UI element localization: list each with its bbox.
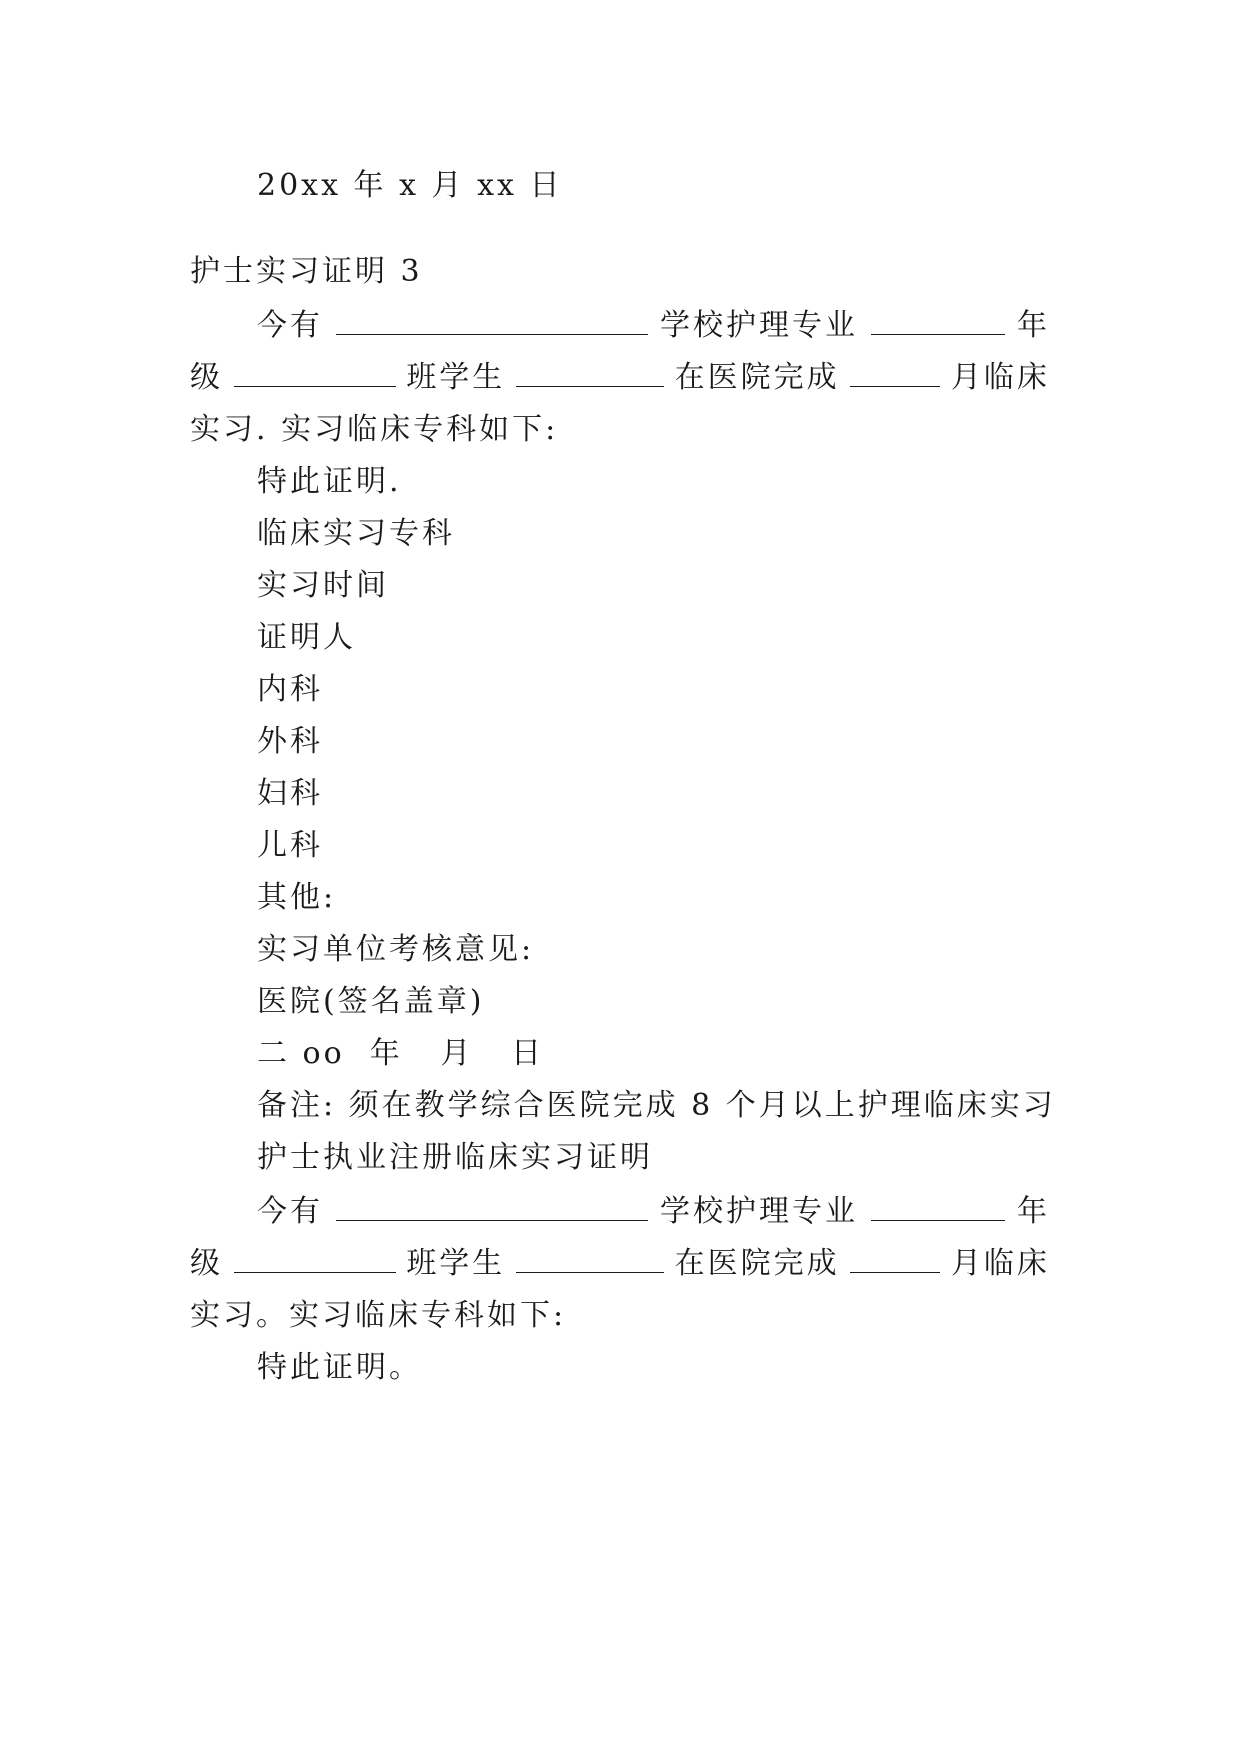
- label-pediatrics: 儿科: [257, 828, 323, 863]
- cert1-line3: 实习. 实习临床专科如下:: [190, 412, 559, 447]
- year-blank: [871, 1192, 1005, 1221]
- cert2-hospital: 在医院完成: [674, 1246, 840, 1281]
- school-blank: [336, 1192, 648, 1221]
- cert2-title: 护士执业注册临床实习证明: [257, 1140, 653, 1175]
- cert1-hospital: 在医院完成: [674, 360, 840, 395]
- cert2-grade: 级: [190, 1246, 223, 1281]
- cert1-line2: [190, 358, 1050, 398]
- section-title: 护士实习证明 3: [190, 254, 423, 289]
- cert1-grade: 级: [190, 360, 223, 395]
- grade-blank: [234, 358, 396, 387]
- remark: 备注: 须在教学综合医院完成 8 个月以上护理临床实习: [257, 1088, 1056, 1123]
- cert1-school: 学校护理专业: [660, 308, 858, 343]
- student-blank: [516, 1244, 664, 1273]
- cert2-months: 月临床: [950, 1246, 1050, 1281]
- cert1-year: 年: [1017, 308, 1050, 343]
- cert2-line1: [257, 1192, 1050, 1232]
- cert1-class: 班学生: [406, 360, 506, 395]
- label-witness: 证明人: [257, 620, 356, 655]
- hospital-sign: 医院(签名盖章): [257, 984, 485, 1019]
- label-gynecology: 妇科: [257, 776, 323, 811]
- grade-blank: [234, 1244, 396, 1273]
- cert2-school: 学校护理专业: [660, 1194, 858, 1229]
- cert2-class: 班学生: [406, 1246, 506, 1281]
- cert1-prefix: 今有: [257, 308, 323, 343]
- cert2-certify: 特此证明。: [257, 1350, 422, 1385]
- cert2-line2: [190, 1244, 1050, 1284]
- date-line: 20xx 年 x 月 xx 日: [257, 168, 563, 203]
- cert1-line1: [257, 306, 1050, 346]
- label-period: 实习时间: [257, 568, 389, 603]
- year-blank: [871, 306, 1005, 335]
- cert1-months: 月临床: [950, 360, 1050, 395]
- label-other: 其他:: [257, 880, 337, 915]
- cert2-year: 年: [1017, 1194, 1050, 1229]
- cert2-line3: 实习。实习临床专科如下:: [190, 1298, 567, 1333]
- cert2-prefix: 今有: [257, 1194, 323, 1229]
- student-blank: [516, 358, 664, 387]
- months-blank: [850, 1244, 940, 1273]
- label-surgery: 外科: [257, 724, 323, 759]
- label-specialty: 临床实习专科: [257, 516, 455, 551]
- months-blank: [850, 358, 940, 387]
- label-internal: 内科: [257, 672, 323, 707]
- sign-date: 二 oo 年 月 日: [257, 1036, 544, 1071]
- assessment-label: 实习单位考核意见:: [257, 932, 535, 967]
- school-blank: [336, 306, 648, 335]
- cert1-certify: 特此证明.: [257, 464, 402, 499]
